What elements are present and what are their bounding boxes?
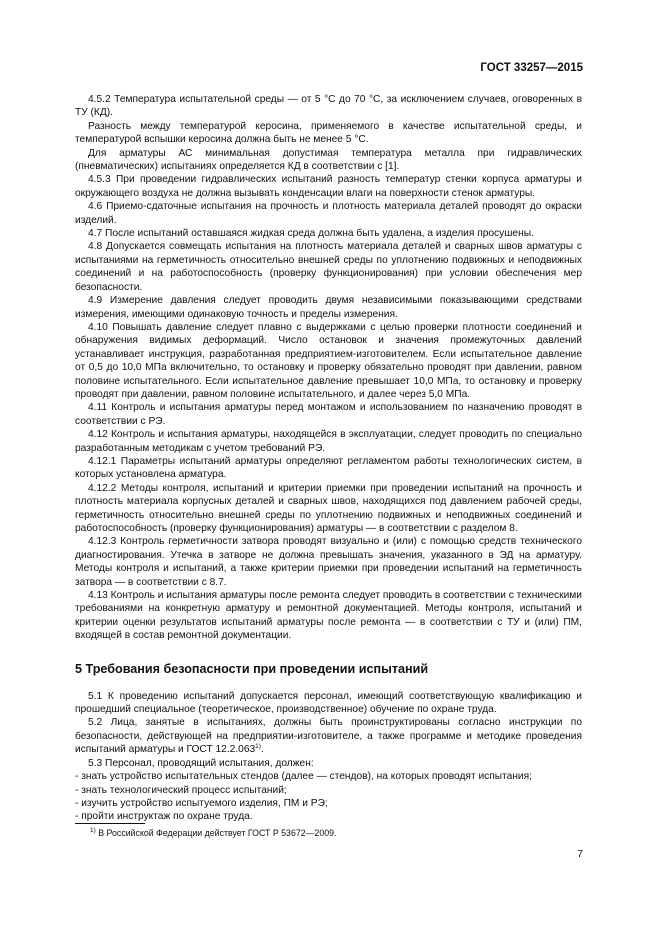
paragraph-4-8: 4.8 Допускается совмещать испытания на плотность материала деталей и сварных швов арматуры с испытаниями на герметичность относительно внешней среды по уплотнению подвижных и неподвижных соединений и на работоспособность (проверку функционирования) при условии обеспечения мер безопасности.: [75, 241, 582, 293]
paragraph-4-11: 4.11 Контроль и испытания арматуры перед монтажом и использованием по назначению проводят в соответствии с РЭ.: [75, 402, 582, 427]
footnote-mark: 1): [90, 827, 96, 834]
paragraph-4-9: 4.9 Измерение давления следует проводить двумя независимыми показывающими средствами измерения, имеющими одинаковую точность и пределы измерения.: [75, 295, 582, 320]
paragraph-4-12: 4.12 Контроль и испытания арматуры, находящейся в эксплуатации, следует проводить по специально разработанным методикам с учетом требований РЭ.: [75, 429, 582, 454]
list-item: - изучить устройство испытуемого изделия, ПМ и РЭ;: [75, 797, 328, 809]
paragraph-4-12-1: 4.12.1 Параметры испытаний арматуры определяют регламентом работы технологических систем, в которых установлена арматура.: [75, 455, 582, 481]
document-header: ГОСТ 33257—2015: [480, 62, 583, 74]
paragraph-4-6: 4.6 Приемо-сдаточные испытания на прочность и плотность материала деталей проводят до окраски изделий.: [75, 201, 582, 226]
paragraph-5-2-text: 5.2 Лица, занятые в испытаниях, должны быть проинструктированы согласно инструкции по безопасности, действующей на предприятии-изготовителе, а также программе и методике проведения испытаний арматуры и ГОСТ 12.2.063: [75, 717, 582, 756]
paragraph-4-5-3: 4.5.3 При проведении гидравлических испытаний разность температур стенки корпуса арматуры и окружающего воздуха не должна вызывать конденсации влаги на поверхности стенок арматуры.: [75, 174, 582, 199]
footnote: [90, 828, 336, 838]
list-item: - пройти инструктаж по охране труда.: [75, 811, 253, 823]
list-item: - знать устройство испытательных стендов (далее — стендов), на которых проводят испытания;: [75, 771, 532, 783]
footnote-ref: 1): [255, 743, 261, 751]
paragraph-5-1: 5.1 К проведению испытаний допускается персонал, имеющий соответствующую квалификацию и прошедший специальное (теоретическое, производственное) обучение по охране труда.: [75, 690, 582, 716]
paragraph-5-2-end: .: [260, 744, 264, 756]
footnote-divider: [75, 823, 145, 824]
paragraph-4-12-2: 4.12.2 Методы контроля, испытаний и критерии приемки при проведении испытаний на прочность и плотность материала корпусных деталей и сварных швов, находящихся под давлением рабочей среды, герметичность относительно внешней среды по уплотнению подвижных и неподвижных соединений и работоспособность (проверку функционирования) арматуры — в соответствии с разделом 8.: [75, 482, 582, 534]
paragraph-4-12-3: 4.12.3 Контроль герметичности затвора проводят визуально и (или) с помощью средств технического диагностирования. Утечка в затворе не должна превышать значения, указанного в ЭД на арматуру. Методы контроля и испытаний, а также критерии приемки при проведении испытаний на герметичность затвора — в соответствии с 8.7.: [75, 536, 582, 588]
page-number: 7: [577, 848, 583, 860]
footnote-text: В Российской Федерации действует ГОСТ Р 53672—2009.: [98, 828, 337, 838]
paragraph-4-10: 4.10 Повышать давление следует плавно с выдержками с целью проверки плотности соединений и обнаружения видимых деформаций. Число остановок и значения промежуточных давлений устанавливает инструкция, разработанная предприятием-изготовителем. Если испытательное давление от 0,5 до 10,0 МПа включительно, то остановку и проверку обязательно проводят при давлении, равном половине испытательного. Если испытательное давление превышает 10,0 МПа, то остановку и проверку проводят при давлении, равном половине испытательного, и далее через 5,0 МПа.: [75, 321, 582, 400]
paragraph-4-13: 4.13 Контроль и испытания арматуры после ремонта следует проводить в соответствии с техническими требованиями на конкретную арматуру и ремонтной документацией. Методы контроля, испытаний и критерии оценки результатов испытаний арматуры после ремонта — в соответствии с ТУ и (или) ПМ, входящей в состав ремонтной документации.: [75, 590, 582, 642]
paragraph-4-7: 4.7 После испытаний оставшаяся жидкая среда должна быть удалена, а изделия просушены.: [88, 228, 534, 240]
paragraph-5-3: 5.3 Персонал, проводящий испытания, должен:: [88, 757, 314, 769]
paragraph-5-2: [75, 716, 582, 756]
paragraph-as-armature: Для арматуры АС минимальная допустимая температура металла при гидравлических (пневматических) испытаниях определяется КД в соответствии с [1].: [75, 147, 582, 173]
section-5-title: 5 Требования безопасности при проведении испытаний: [75, 661, 429, 676]
list-item: - знать технологический процесс испытаний;: [75, 784, 287, 796]
paragraph-kerosene: Разность между температурой керосина, применяемого в качестве испытательной среды, и температурой вспышки керосина должна быть не менее 5 °С.: [75, 120, 582, 146]
page-content: [75, 93, 582, 824]
paragraph-4-5-2: 4.5.2 Температура испытательной среды — от 5 °С до 70 °С, за исключением случаев, оговоренных в ТУ (КД).: [75, 94, 582, 119]
